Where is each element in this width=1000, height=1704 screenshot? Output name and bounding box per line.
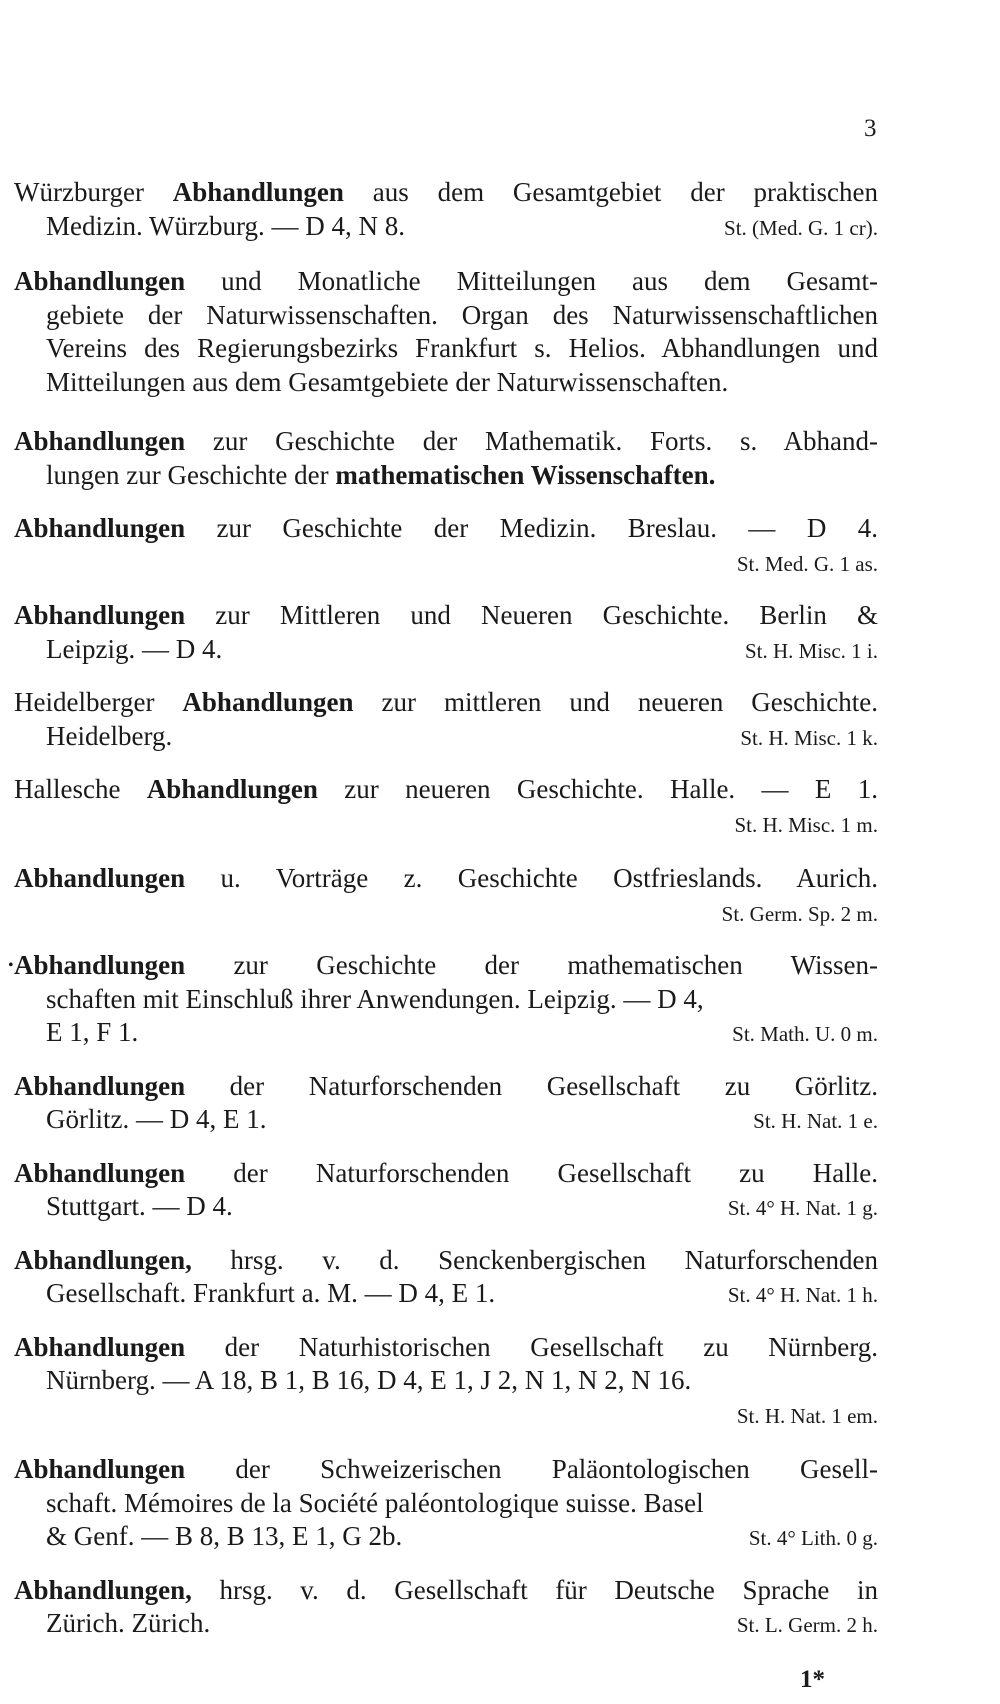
entry-continuation-bold: mathematischen Wissenschaften. (335, 459, 716, 490)
entry-imprint: Heidelberg. (46, 720, 173, 751)
entry-imprint: Stuttgart. — D 4. (46, 1191, 233, 1221)
entry-keyword: Abhandlungen (14, 426, 186, 456)
entry-keyword: Abhandlungen (14, 600, 186, 630)
bibliography-entry (14, 512, 878, 581)
shelf-mark: St. 4° H. Nat. 1 h. (727, 1283, 878, 1307)
entry-last-line (14, 720, 878, 756)
entry-title: zur Mittleren und Neueren Geschichte. Berlin & (185, 600, 878, 630)
entry-first-line (14, 1574, 878, 1608)
shelf-mark: St. 4° Lith. 0 g. (748, 1526, 878, 1550)
shelf-mark: St. H. Misc. 1 k. (740, 725, 878, 750)
entry-first-line (14, 265, 878, 299)
entry-last-line (14, 1103, 878, 1139)
entry-title: und Monatliche Mitteilungen aus dem Gesamt- (185, 266, 878, 296)
entry-last-line (14, 1607, 878, 1643)
shelf-mark: St. H. Nat. 1 em. (736, 1403, 878, 1428)
shelf-mark: St. L. Germ. 2 h. (736, 1613, 878, 1637)
entry-first-line (14, 1157, 878, 1191)
bibliography-entry (14, 425, 878, 492)
entry-keyword: Abhandlungen (14, 950, 186, 980)
entry-last-line (14, 633, 878, 669)
bibliography-list (8, 176, 879, 1643)
bibliography-entry (14, 1331, 878, 1434)
entry-keyword: Abhandlungen (146, 774, 318, 804)
entry-continuation: schaft. Mémoires de la Société paléontologique suisse. Basel (46, 1487, 704, 1518)
entry-title: der Naturforschenden Gesellschaft zu Görlitz. (185, 1070, 878, 1101)
shelf-mark: St. H. Misc. 1 i. (744, 638, 878, 663)
entry-title: zur mittleren und neueren Geschichte. (353, 687, 878, 717)
entry-keyword: Abhandlungen (14, 266, 186, 296)
bibliography-entry (14, 265, 878, 399)
entry-keyword: Abhandlungen (14, 1070, 186, 1101)
bibliography-entry (14, 773, 878, 842)
entry-imprint: & Genf. — B 8, B 13, E 1, G 2b. (46, 1521, 403, 1551)
entry-first-line (14, 1331, 878, 1365)
entry-last-line (14, 1190, 878, 1226)
bibliography-entry (14, 1157, 878, 1226)
entry-first-line (14, 176, 878, 210)
bibliography-entry (14, 862, 878, 931)
entry-first-line (14, 1453, 878, 1487)
entry-continuation: gebiete der Naturwissenschaften. Organ des Naturwissenschaftlichen Vereins des Regierungsbezirks Frankfurt s. Helios. Abhandlungen und Mitteilungen aus dem Gesamtgebiete der Naturwissenschaften. (46, 299, 878, 397)
entry-imprint: Medizin. Würzburg. — D 4, N 8. (46, 210, 405, 241)
entry-prefix: Würzburger (14, 177, 173, 207)
bibliography-entry (14, 1070, 878, 1139)
entry-first-line (14, 686, 878, 720)
entry-shelf-line (14, 896, 878, 932)
entry-first-line (14, 862, 878, 896)
bibliography-entry (14, 176, 878, 245)
entry-continuation: schaften mit Einschluß ihrer Anwendungen. Leipzig. — D 4, (46, 983, 704, 1014)
entry-keyword: Abhandlungen (14, 1331, 186, 1362)
entry-imprint: Zürich. Zürich. (46, 1608, 211, 1638)
entry-keyword: Abhandlungen (14, 1157, 186, 1188)
entry-last-line (14, 1277, 878, 1313)
bibliography-entry (14, 686, 878, 755)
shelf-mark: St. (Med. G. 1 cr). (724, 215, 878, 240)
page-number: 3 (864, 115, 877, 142)
entry-shelf-line (14, 1398, 878, 1434)
entry-title: zur Geschichte der Mathematik. Forts. s. Abhand- (185, 426, 878, 456)
shelf-mark: St. Germ. Sp. 2 m. (721, 901, 878, 926)
shelf-mark: St. Math. U. 0 m. (732, 1022, 878, 1046)
shelf-mark: St. H. Nat. 1 e. (753, 1109, 878, 1133)
entry-shelf-line (14, 807, 878, 843)
shelf-mark: St. 4° H. Nat. 1 g. (727, 1196, 878, 1220)
entry-keyword: Abhandlungen, (14, 1574, 192, 1605)
entry-title: der Naturforschenden Gesellschaft zu Halle. (185, 1157, 878, 1188)
bibliography-entry (14, 599, 878, 668)
entry-last-line (14, 1520, 878, 1556)
entry-continuation: Nürnberg. — A 18, B 1, B 16, D 4, E 1, J 2, N 1, N 2, N 16. (46, 1365, 692, 1395)
entry-keyword: Abhandlungen, (14, 1244, 192, 1275)
entry-first-line (14, 773, 878, 807)
entry-last-line (14, 210, 878, 246)
entry-keyword: Abhandlungen (14, 513, 186, 543)
bibliography-entry (14, 1574, 878, 1643)
entry-imprint: Gesellschaft. Frankfurt a. M. — D 4, E 1. (46, 1278, 496, 1308)
entry-title: zur Geschichte der mathematischen Wissen- (185, 950, 878, 980)
entry-keyword: Abhandlungen (14, 1454, 186, 1484)
entry-imprint: Görlitz. — D 4, E 1. (46, 1104, 267, 1134)
entry-last-line (14, 1016, 878, 1052)
entry-title: hrsg. v. d. Gesellschaft für Deutsche Sprache in (191, 1574, 878, 1605)
entry-title: hrsg. v. d. Senckenbergischen Naturforschenden (191, 1244, 878, 1275)
entry-title: aus dem Gesamtgebiet der praktischen (343, 177, 879, 207)
entry-first-line (14, 949, 878, 983)
bibliography-entry (14, 1453, 878, 1556)
entry-title: u. Vorträge z. Geschichte Ostfrieslands. Aurich. (185, 863, 878, 893)
entry-title: der Schweizerischen Paläontologischen Gesell- (185, 1454, 878, 1484)
entry-continuation (14, 459, 878, 493)
entry-first-line (14, 1070, 878, 1104)
bibliography-entry (8, 949, 878, 1052)
entry-shelf-line (14, 546, 878, 582)
entry-prefix: Heidelberger (14, 687, 183, 717)
entry-title: zur Geschichte der Medizin. Breslau. — D 4. (185, 513, 878, 543)
shelf-mark: St. H. Misc. 1 m. (734, 812, 878, 837)
entry-first-line (14, 599, 878, 633)
page-signature: 1* (800, 1666, 825, 1693)
entry-first-line (14, 1244, 878, 1278)
entry-imprint: E 1, F 1. (46, 1017, 139, 1047)
entry-first-line (14, 512, 878, 546)
entry-keyword: Abhandlungen (172, 177, 344, 207)
entry-prefix: Hallesche (14, 774, 147, 804)
entry-continuation-text: lungen zur Geschichte der (46, 459, 336, 490)
entry-title: zur neueren Geschichte. Halle. — E 1. (317, 774, 878, 804)
entry-keyword: Abhandlungen (14, 863, 186, 893)
entry-keyword: Abhandlungen (182, 687, 354, 717)
bibliography-entry (14, 1244, 878, 1313)
entry-title: der Naturhistorischen Gesellschaft zu Nürnberg. (185, 1331, 878, 1362)
shelf-mark: St. Med. G. 1 as. (736, 551, 878, 576)
entry-imprint: Leipzig. — D 4. (46, 633, 223, 664)
entry-marker: • (8, 957, 14, 974)
entry-first-line (14, 425, 878, 459)
